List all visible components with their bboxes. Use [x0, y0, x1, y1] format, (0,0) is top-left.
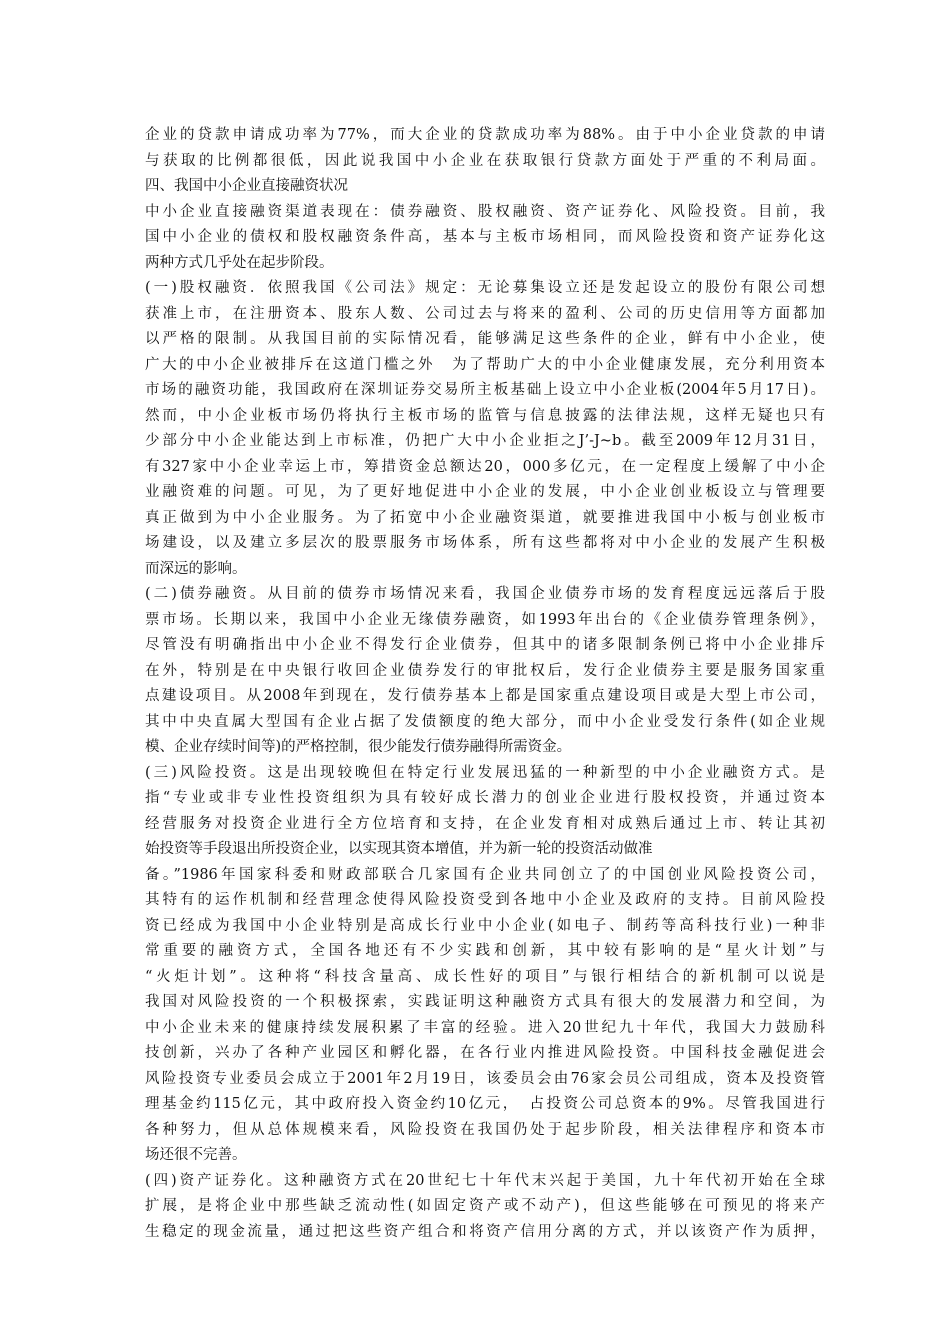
text-line: 始投资等手段退出所投资企业，以实现其资本增值，并为新一轮的投资活动做准 — [145, 841, 653, 857]
text-line: 获准上市，在注册资本、股东人数、公司过去与将来的盈利、公司的历史信用等方面都加 — [145, 305, 825, 322]
text-line: 模、企业存续时间等)的严格控制，很少能发行债券融得所需资金。 — [145, 739, 572, 755]
text-line: 我国对风险投资的一个积极探索，实践证明这种融资方式具有很大的发展潜力和空间，为 — [145, 994, 825, 1010]
text-line: 中小企业直接融资渠道表现在：债券融资、股权融资、资产证券化、风险投资。目前，我 — [145, 203, 825, 220]
text-line: 场还很不完善。 — [145, 1147, 247, 1163]
text-line: 真正做到为中小企业服务。为了拓宽中小企业融资渠道，就要推进我国中小板与创业板市 — [145, 509, 825, 526]
text-line: 其中中央直属大型国有企业占据了发债额度的绝大部分，而中小企业受发行条件(如企业规 — [145, 713, 825, 730]
text-line: 而深远的影响。 — [145, 560, 247, 577]
text-line: 点建设项目。从2008年到现在，发行债券基本上都是国家重点建设项目或是大型上市公司， — [145, 688, 825, 704]
text-line: 尽管没有明确指出中小企业不得发行企业债券，但其中的诸多限制条例已将中小企业排斥 — [145, 637, 825, 653]
text-line: 票市场。长期以来，我国中小企业无缘债券融资，如1993年出台的《企业债券管理条例》， — [145, 611, 825, 628]
text-line: 广大的中小企业被排斥在这道门槛之外 为了帮助广大的中小企业健康发展，充分利用资本 — [145, 356, 825, 373]
text-line: 风险投资专业委员会成立于2001年2月19日，该委员会由76家会员公司组成，资本及投资管 — [145, 1070, 825, 1087]
text-line: (一)股权融资．依照我国《公司法》规定：无论募集设立还是发起设立的股份有限公司想 — [145, 280, 825, 296]
text-line: (四)资产证券化。这种融资方式在20世纪七十年代末兴起于美国，九十年代初开始在全球 — [145, 1172, 825, 1189]
text-line: 资已经成为我国中小企业特别是高成长行业中小企业(如电子、制药等高科技行业)一种非 — [145, 917, 825, 934]
document-body — [145, 123, 825, 1245]
text-line: “火炬计划”。这种将“科技含量高、成长性好的项目”与银行相结合的新机制可以说是 — [145, 968, 825, 985]
text-line: (二)债券融资。从目前的债券市场情况来看，我国企业债券市场的发育程度远远落后于股 — [145, 586, 825, 602]
text-line: 指“专业或非专业性投资组织为具有较好成长潜力的创业企业进行股权投资，并通过资本 — [145, 790, 825, 806]
text-line: 然而，中小企业板市场仍将执行主板市场的监管与信息披露的法律法规，这样无疑也只有 — [145, 407, 825, 424]
text-line: 各种努力，但从总体规模来看，风险投资在我国仍处于起步阶段，相关法律程序和资本市 — [145, 1121, 825, 1138]
text-line: 在外，特别是在中央银行收回企业债券发行的审批权后，发行企业债券主要是服务国家重 — [145, 662, 825, 679]
text-line: 两种方式几乎处在起步阶段。 — [145, 254, 334, 271]
text-line: 有327家中小企业幸运上市，筹措资金总额达20，000多亿元，在一定程度上缓解了中小企 — [145, 458, 825, 475]
text-line: 国中小企业的债权和股权融资条件高，基本与主板市场相同，而风险投资和资产证券化这 — [145, 229, 825, 245]
text-line: 备。”1986年国家科委和财政部联合几家国有企业共同创立了的中国创业风险投资公司， — [145, 866, 825, 883]
text-line: 场建设，以及建立多层次的股票服务市场体系，所有这些都将对中小企业的发展产生积极 — [145, 535, 825, 551]
text-line: 中小企业未来的健康持续发展积累了丰富的经验。进入20世纪九十年代，我国大力鼓励科 — [145, 1019, 825, 1036]
text-line: 生稳定的现金流量，通过把这些资产组合和将资产信用分离的方式，并以该资产作为质押， — [145, 1223, 825, 1240]
text-line: 理基金约115亿元，其中政府投入资金约10亿元， 占投资公司总资本的9%。尽管我国进行 — [145, 1096, 825, 1112]
text-line: 市场的融资功能，我国政府在深圳证券交易所主板基础上设立中小企业板(2004年5月17日)。 — [145, 382, 825, 398]
text-line: 企业的贷款申请成功率为77%，而大企业的贷款成功率为88%。由于中小企业贷款的申请 — [145, 127, 825, 143]
text-line: 经营服务对投资企业进行全方位培育和支持，在企业发育相对成熟后通过上市、转让其初 — [145, 815, 825, 832]
text-line: 业融资难的问题。可见，为了更好地促进中小企业的发展，中小企业创业板设立与管理要 — [145, 484, 825, 500]
text-line: 常重要的融资方式，全国各地还有不少实践和创新，其中较有影响的是“星火计划”与 — [145, 943, 825, 959]
text-line: 其特有的运作机制和经营理念使得风险投资受到各地中小企业及政府的支持。目前风险投 — [145, 892, 825, 908]
text-line: 与获取的比例都很低，因此说我国中小企业在获取银行贷款方面处于严重的不利局面。 — [145, 152, 825, 169]
text-line: 技创新，兴办了各种产业园区和孵化器，在各行业内推进风险投资。中国科技金融促进会 — [145, 1045, 825, 1061]
text-line: 少部分中小企业能达到上市标准，仍把广大中小企业拒之J’-J~b。截至2009年12月31日， — [145, 433, 825, 449]
text-line: 扩展，是将企业中那些缺乏流动性(如固定资产或不动产)，但这些能够在可预见的将来产 — [145, 1198, 825, 1214]
text-line: (三)风险投资。这是出现较晚但在特定行业发展迅猛的一种新型的中小企业融资方式。是 — [145, 764, 825, 781]
text-line: 四、我国中小企业直接融资状况 — [145, 178, 348, 194]
text-line: 以严格的限制。从我国目前的实际情况看，能够满足这些条件的企业，鲜有中小企业，使 — [145, 331, 825, 347]
